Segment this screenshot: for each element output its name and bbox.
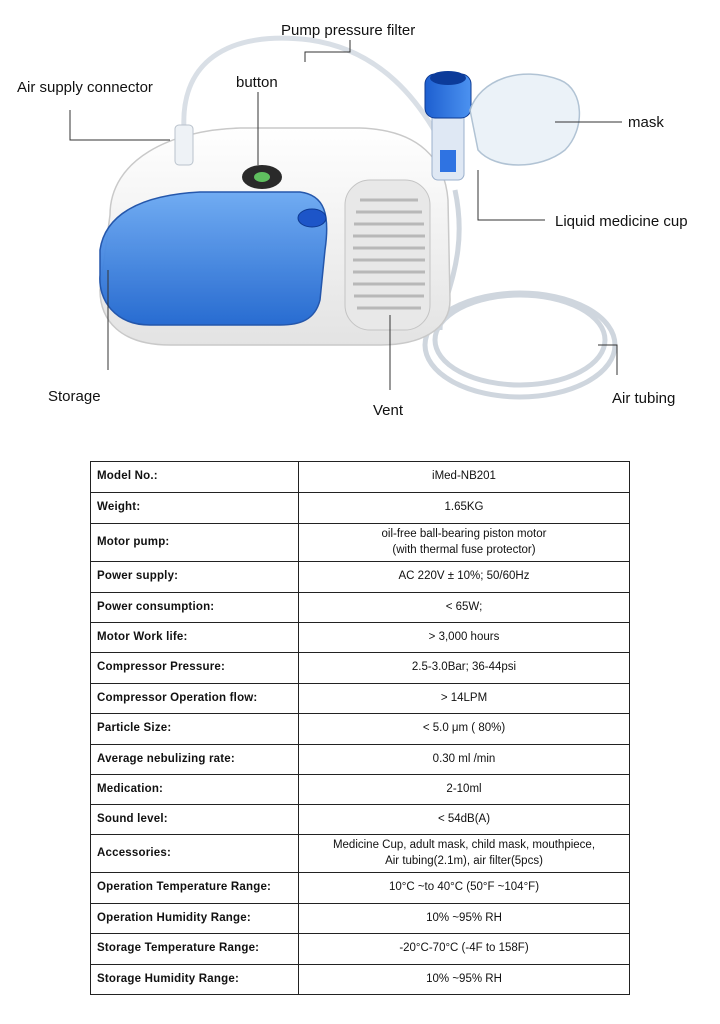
spec-label: Model No.: <box>91 462 299 493</box>
spec-value-line: < 65W; <box>445 600 483 613</box>
label-liquid-medicine-cup: Liquid medicine cup <box>555 213 688 230</box>
spec-value <box>299 965 630 995</box>
spec-value <box>299 714 630 745</box>
spec-value <box>299 593 630 623</box>
spec-value-line: oil-free ball-bearing piston motor <box>381 527 547 540</box>
spec-value <box>299 493 630 524</box>
spec-value-line: 0.30 ml /min <box>432 752 496 765</box>
spec-row <box>91 493 630 524</box>
spec-value-line: < 54dB(A) <box>437 812 491 825</box>
label-vent: Vent <box>373 402 404 419</box>
label-mask: mask <box>628 114 664 131</box>
spec-row <box>91 965 630 995</box>
spec-label: Power consumption: <box>91 593 299 623</box>
spec-label: Motor Work life: <box>91 623 299 653</box>
label-storage: Storage <box>48 388 101 405</box>
mask-shape <box>470 74 579 165</box>
spec-row <box>91 524 630 562</box>
spec-label: Medication: <box>91 775 299 805</box>
spec-value <box>299 835 630 873</box>
spec-value <box>299 684 630 714</box>
pump-filter-cap <box>298 209 326 227</box>
spec-label: Operation Temperature Range: <box>91 873 299 904</box>
spec-row <box>91 775 630 805</box>
spec-value-line: < 5.0 μm ( 80%) <box>422 722 506 735</box>
spec-value-line: 1.65KG <box>444 501 484 514</box>
spec-label: Motor pump: <box>91 524 299 562</box>
spec-table <box>90 461 630 995</box>
spec-value <box>299 934 630 965</box>
spec-row <box>91 745 630 775</box>
spec-value <box>299 745 630 775</box>
spec-row <box>91 714 630 745</box>
spec-value <box>299 904 630 934</box>
spec-value-line: -20°C-70°C (-4F to 158F) <box>399 942 529 955</box>
spec-value-line: 2-10ml <box>446 782 482 795</box>
label-pump-pressure-filter: Pump pressure filter <box>281 22 416 39</box>
vent-grille <box>345 180 430 330</box>
spec-value-line: 10% ~95% RH <box>426 972 502 985</box>
spec-label: Weight: <box>91 493 299 524</box>
spec-value <box>299 562 630 593</box>
spec-value-line: > 3,000 hours <box>428 630 500 643</box>
spec-label: Particle Size: <box>91 714 299 745</box>
spec-value-line: 10% ~95% RH <box>426 911 502 924</box>
air-supply-connector-shape <box>175 125 193 165</box>
spec-value <box>299 524 630 562</box>
spec-label: Storage Temperature Range: <box>91 934 299 965</box>
spec-value-line: AC 220V ± 10%; 50/60Hz <box>398 570 530 583</box>
spec-row <box>91 653 630 684</box>
spec-value <box>299 462 630 493</box>
label-button: button <box>236 74 278 91</box>
storage-lid <box>100 192 327 325</box>
spec-value <box>299 805 630 835</box>
spec-label: Sound level: <box>91 805 299 835</box>
spec-value <box>299 873 630 904</box>
spec-row <box>91 462 630 493</box>
spec-row <box>91 684 630 714</box>
spec-label: Average nebulizing rate: <box>91 745 299 775</box>
spec-value-line: 10°C ~to 40°C (50°F ~104°F) <box>388 881 540 894</box>
spec-value-line: (with thermal fuse protector) <box>392 543 536 556</box>
spec-value <box>299 623 630 653</box>
spec-value-line: iMed-NB201 <box>432 470 496 483</box>
spec-label: Storage Humidity Range: <box>91 965 299 995</box>
spec-value <box>299 775 630 805</box>
spec-row <box>91 805 630 835</box>
spec-label: Power supply: <box>91 562 299 593</box>
spec-value-line: Medicine Cup, adult mask, child mask, mouthpiece, <box>332 838 596 851</box>
label-air-tubing: Air tubing <box>612 390 676 407</box>
label-air-supply-connector: Air supply connector <box>17 79 153 96</box>
spec-value-line: Air tubing(2.1m), air filter(5pcs) <box>385 854 543 867</box>
spec-row <box>91 835 630 873</box>
spec-row <box>91 873 630 904</box>
medicine-cup <box>425 71 471 180</box>
spec-row <box>91 562 630 593</box>
spec-row <box>91 623 630 653</box>
spec-label: Compressor Pressure: <box>91 653 299 684</box>
spec-label: Operation Humidity Range: <box>91 904 299 934</box>
spec-value-line: 2.5-3.0Bar; 36-44psi <box>411 661 517 674</box>
spec-label: Compressor Operation flow: <box>91 684 299 714</box>
spec-row <box>91 593 630 623</box>
spec-value-line: > 14LPM <box>440 691 488 704</box>
spec-value <box>299 653 630 684</box>
spec-label: Accessories: <box>91 835 299 873</box>
spec-row <box>91 904 630 934</box>
spec-row <box>91 934 630 965</box>
